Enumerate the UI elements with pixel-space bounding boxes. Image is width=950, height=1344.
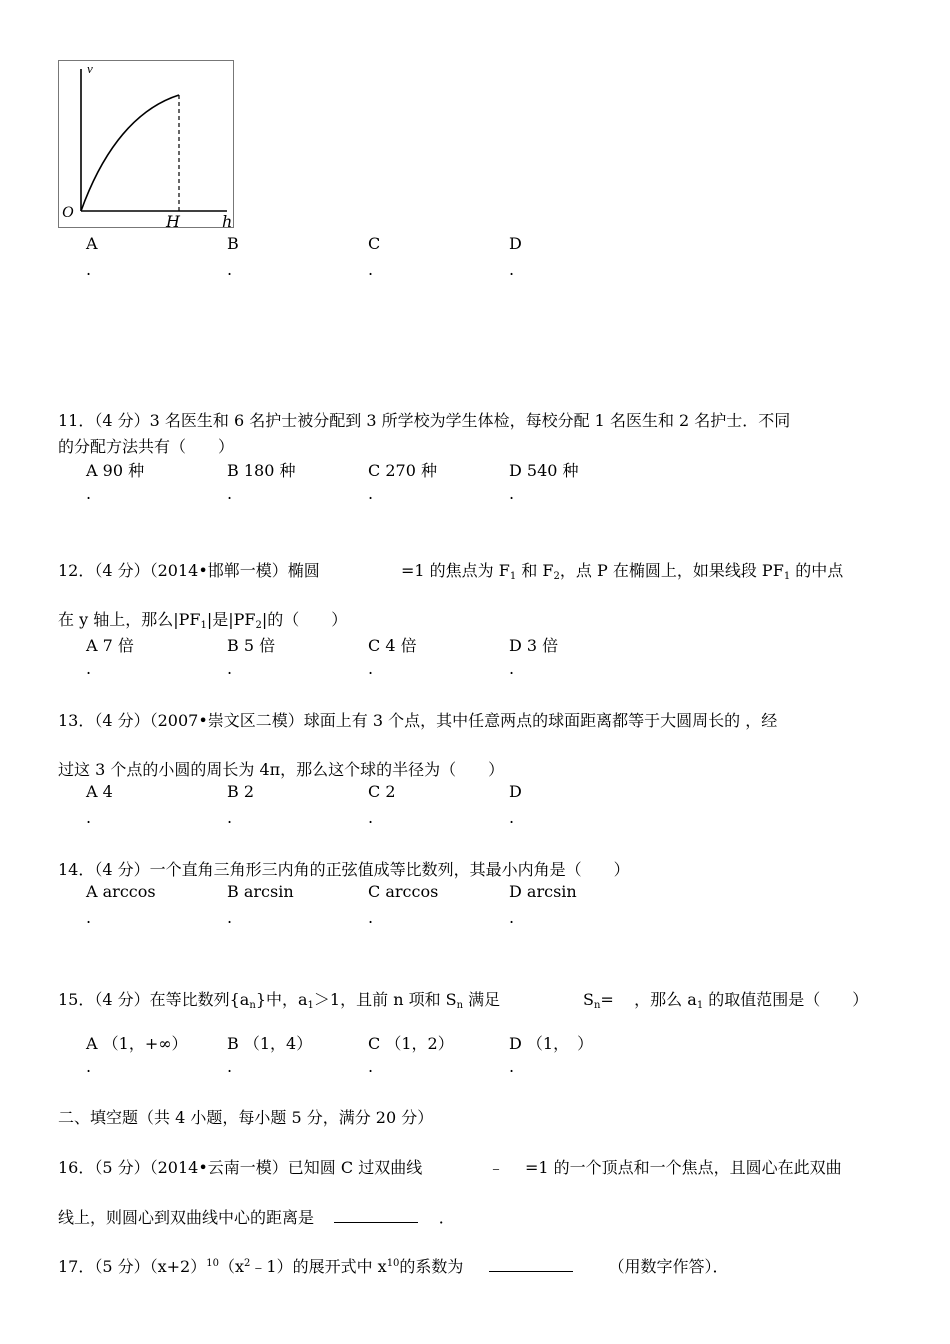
q13-option-a: A 4 [86, 782, 113, 801]
q17-line: 17．（5 分）$(x+2)^{10}(x^2﹣1)$的展开式中 $x^{10}$的系数为 （用数字作答）． [58, 1257, 729, 1276]
dot: . [509, 659, 515, 678]
dot: . [86, 484, 92, 503]
q11-line1: 11．（4 分）3 名医生和 6 名护士被分配到 3 所学校为学生体检，每校分配 1 名医生和 2 名护士．不同 [58, 411, 791, 430]
q13-line2: 过这 3 个点的小圆的周长为 4π，那么这个球的半径为（ ） [58, 760, 505, 779]
q13-option-c: C 2 [368, 782, 396, 801]
q16-answer-blank[interactable] [334, 1208, 418, 1223]
h-label: h [222, 212, 233, 231]
dot: . [227, 659, 233, 678]
dot: . [368, 260, 374, 279]
dot: . [86, 260, 92, 279]
q12-option-d: D 3 倍 [509, 636, 559, 655]
dot: . [86, 908, 92, 927]
q10-option-d: D [509, 234, 522, 253]
dot: . [86, 659, 92, 678]
q10-option-c: C [368, 234, 381, 253]
dot: . [368, 808, 374, 827]
q12-option-a: A 7 倍 [86, 636, 134, 655]
dot: . [227, 484, 233, 503]
q15-option-a: A （1，+∞） [86, 1034, 188, 1053]
q12-prefix: 12．（4 分）（2014•邯郸一模）椭圆 [58, 561, 320, 580]
dot: . [227, 908, 233, 927]
dot: . [368, 1057, 374, 1076]
q11-option-c: C 270 种 [368, 461, 437, 480]
q11-option-b: B 180 种 [227, 461, 296, 480]
section2-heading: 二、填空题（共 4 小题，每小题 5 分，满分 20 分） [58, 1108, 434, 1127]
q12-line2: 在 y 轴上，那么$|PF_1|$是$|PF_2|$的（ ） [58, 610, 348, 631]
dot: . [227, 260, 233, 279]
q12-option-b: B 5 倍 [227, 636, 276, 655]
dot: . [86, 808, 92, 827]
q15-option-b: B （1，4） [227, 1034, 313, 1053]
q16-line1-end: =1 的一个顶点和一个焦点，且圆心在此双曲 [525, 1158, 842, 1177]
dot: . [368, 484, 374, 503]
q12-option-c: C 4 倍 [368, 636, 417, 655]
dot: . [509, 908, 515, 927]
v-label: v [87, 61, 93, 76]
dot: . [227, 808, 233, 827]
q15-option-d: D （1， ） [509, 1034, 594, 1053]
dot: . [86, 1057, 92, 1076]
curve [81, 95, 179, 211]
dot: . [509, 1057, 515, 1076]
q11-line2: 的分配方法共有（ ） [58, 437, 235, 456]
q17-answer-blank[interactable] [489, 1257, 573, 1272]
q16-line2: 线上，则圆心到双曲线中心的距离是 ． [58, 1208, 455, 1227]
dot: . [509, 808, 515, 827]
dot: . [368, 908, 374, 927]
q10-option-a: A [86, 234, 98, 253]
dot: . [509, 484, 515, 503]
q14-option-d: D arcsin [509, 882, 577, 901]
q11-option-a: A 90 种 [86, 461, 145, 480]
q15-option-c: C （1，2） [368, 1034, 454, 1053]
q15-line1-end: $S_n=$ ，那么 $a_1$ 的取值范围是（ ） [583, 990, 869, 1011]
origin-label: O [62, 204, 74, 221]
q16-prefix: 16．（5 分）（2014•云南一模）已知圆 C 过双曲线 [58, 1158, 423, 1177]
dot: . [509, 260, 515, 279]
q14-option-b: B arcsin [227, 882, 294, 901]
q14-option-c: C arccos [368, 882, 439, 901]
q12-line1: =1 的焦点为 $F_1$ 和 $F_2$，点 P 在椭圆上，如果线段 $PF_1$ 的中点 [401, 561, 844, 582]
q13-option-d: D [509, 782, 522, 801]
dot: . [368, 659, 374, 678]
H-label: H [166, 212, 180, 231]
q14-line1: 14．（4 分）一个直角三角形三内角的正弦值成等比数列，其最小内角是（ ） [58, 860, 630, 879]
q16-minus: ﹣ [488, 1158, 505, 1177]
q13-line1: 13．（4 分）（2007•崇文区二模）球面上有 3 个点，其中任意两点的球面距离都等于大圆周长的 ，经 [58, 711, 778, 730]
q15-line1: 15．（4 分）在等比数列$\{a_n\}$中，$a_1>1$，且前 n 项和 $S_n$ 满足 [58, 990, 501, 1011]
q11-option-d: D 540 种 [509, 461, 579, 480]
q10-option-b: B [227, 234, 239, 253]
graph-svg [59, 61, 233, 227]
dot: . [227, 1057, 233, 1076]
velocity-height-graph [58, 60, 234, 228]
q13-option-b: B 2 [227, 782, 255, 801]
q14-option-a: A arccos [86, 882, 156, 901]
